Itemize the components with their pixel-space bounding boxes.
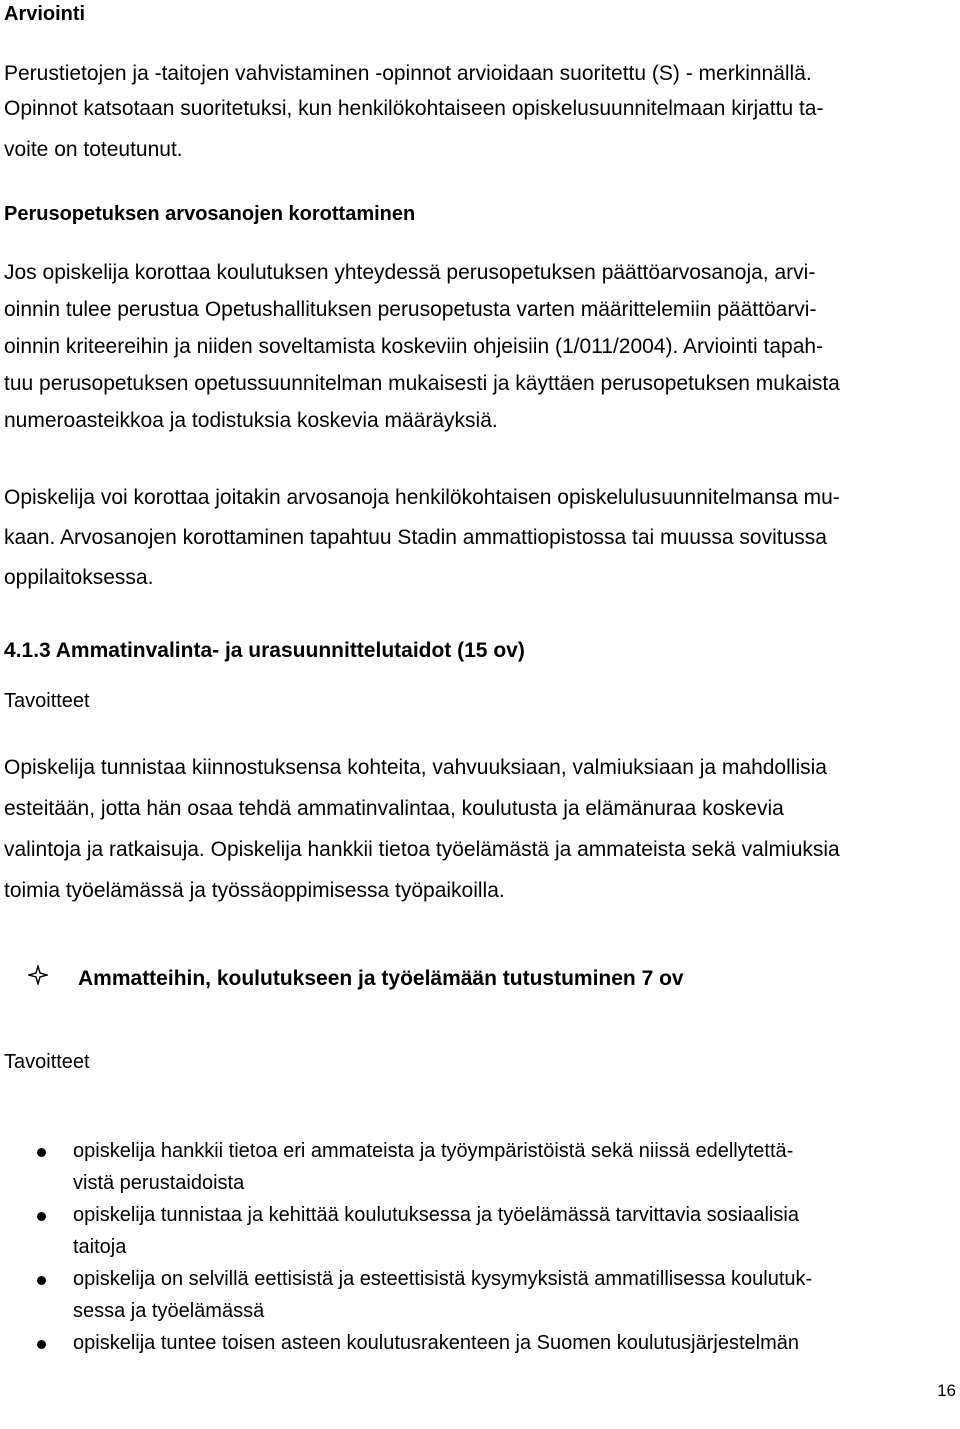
- text-line: Jos opiskelija korottaa koulutuksen yhteydessä perusopetuksen päättöarvosanoja, arvi-: [4, 261, 816, 284]
- text-line: toimia työelämässä ja työssäoppimisessa työpaikoilla.: [4, 879, 505, 902]
- text-line: voite on toteutunut.: [4, 138, 183, 161]
- text-line: oinnin kriteereihin ja niiden soveltamista koskeviin ohjeisiin (1/011/2004). Arviointi tapah-: [4, 335, 824, 358]
- bullet-icon: [37, 1340, 46, 1349]
- list-item: [0, 1263, 960, 1327]
- paragraph-tavoitteet: [4, 747, 956, 911]
- text-line: Opiskelija tunnistaa kiinnostuksensa kohteita, vahvuuksiaan, valmiuksiaan ja mahdollisia: [4, 756, 827, 779]
- heading-arviointi: Arviointi: [4, 3, 86, 25]
- text-line: taitoja: [73, 1236, 127, 1258]
- text-line: numeroasteikkoa ja todistuksia koskevia määräyksiä.: [4, 409, 498, 432]
- text-line: kaan. Arvosanojen korottaminen tapahtuu Stadin ammattiopistossa tai muussa sovitussa: [4, 526, 827, 549]
- text-line: vistä perustaidoista: [73, 1172, 245, 1194]
- text-line: tuu perusopetuksen opetussuunnitelman mukaisesti ja käyttäen perusopetuksen mukaista: [4, 372, 840, 395]
- text-line: valintoja ja ratkaisuja. Opiskelija hankkii tietoa työelämästä ja ammateista sekä valmiuksia: [4, 838, 840, 861]
- text-line: oinnin tulee perustua Opetushallituksen perusopetusta varten määrittelemiin päättöarvi-: [4, 298, 817, 321]
- list-item: [0, 1199, 960, 1263]
- text-line: Opinnot katsotaan suoritetuksi, kun henkilökohtaiseen opiskelusuunnitelmaan kirjattu ta-: [4, 97, 824, 120]
- text-line: esteitään, jotta hän osaa tehdä ammatinvalintaa, koulutusta ja elämänuraa koskevia: [4, 797, 784, 820]
- bullet-icon: [37, 1276, 46, 1285]
- objectives-list: [0, 1135, 960, 1359]
- page-number: 16: [937, 1381, 956, 1400]
- text-line: sessa ja työelämässä: [73, 1300, 265, 1322]
- paragraph-arviointi: [4, 60, 956, 170]
- text-line: Opiskelija voi korottaa joitakin arvosanoja henkilökohtaisen opiskelulusuunnitelmansa mu-: [4, 486, 840, 509]
- list-item: [0, 1327, 960, 1359]
- text-line: opiskelija on selvillä eettisistä ja esteettisistä kysymyksistä ammatillisessa koulutuk-: [73, 1268, 813, 1290]
- text-line: opiskelija tuntee toisen asteen koulutusrakenteen ja Suomen koulutusjärjestelmän: [73, 1332, 800, 1354]
- tavoitteet-label: Tavoitteet: [4, 690, 90, 712]
- diamond-bullet-icon: [28, 965, 50, 991]
- text-line: opiskelija hankkii tietoa eri ammateista ja työympäristöistä sekä niissä edellytettä-: [73, 1140, 794, 1162]
- tavoitteet-label-2: Tavoitteet: [4, 1051, 90, 1073]
- section-heading: 4.1.3 Ammatinvalinta- ja urasuunnittelutaidot (15 ov): [4, 639, 525, 662]
- feature-heading: Ammatteihin, koulutukseen ja työelämään tutustuminen 7 ov: [78, 967, 684, 990]
- bullet-icon: [37, 1148, 46, 1157]
- heading-korottaminen: Perusopetuksen arvosanojen korottaminen: [4, 203, 416, 225]
- text-line: Perustietojen ja -taitojen vahvistaminen -opinnot arvioidaan suoritettu (S) - merkinnällä.: [4, 62, 812, 85]
- text-line: oppilaitoksessa.: [4, 566, 154, 589]
- feature-heading-row: [28, 965, 684, 991]
- bullet-icon: [37, 1212, 46, 1221]
- text-line: opiskelija tunnistaa ja kehittää koulutuksessa ja työelämässä tarvittavia sosiaalisia: [73, 1204, 799, 1226]
- paragraph-korottaminen-2: [4, 478, 956, 598]
- list-item: [0, 1135, 960, 1199]
- paragraph-korottaminen: [4, 254, 956, 439]
